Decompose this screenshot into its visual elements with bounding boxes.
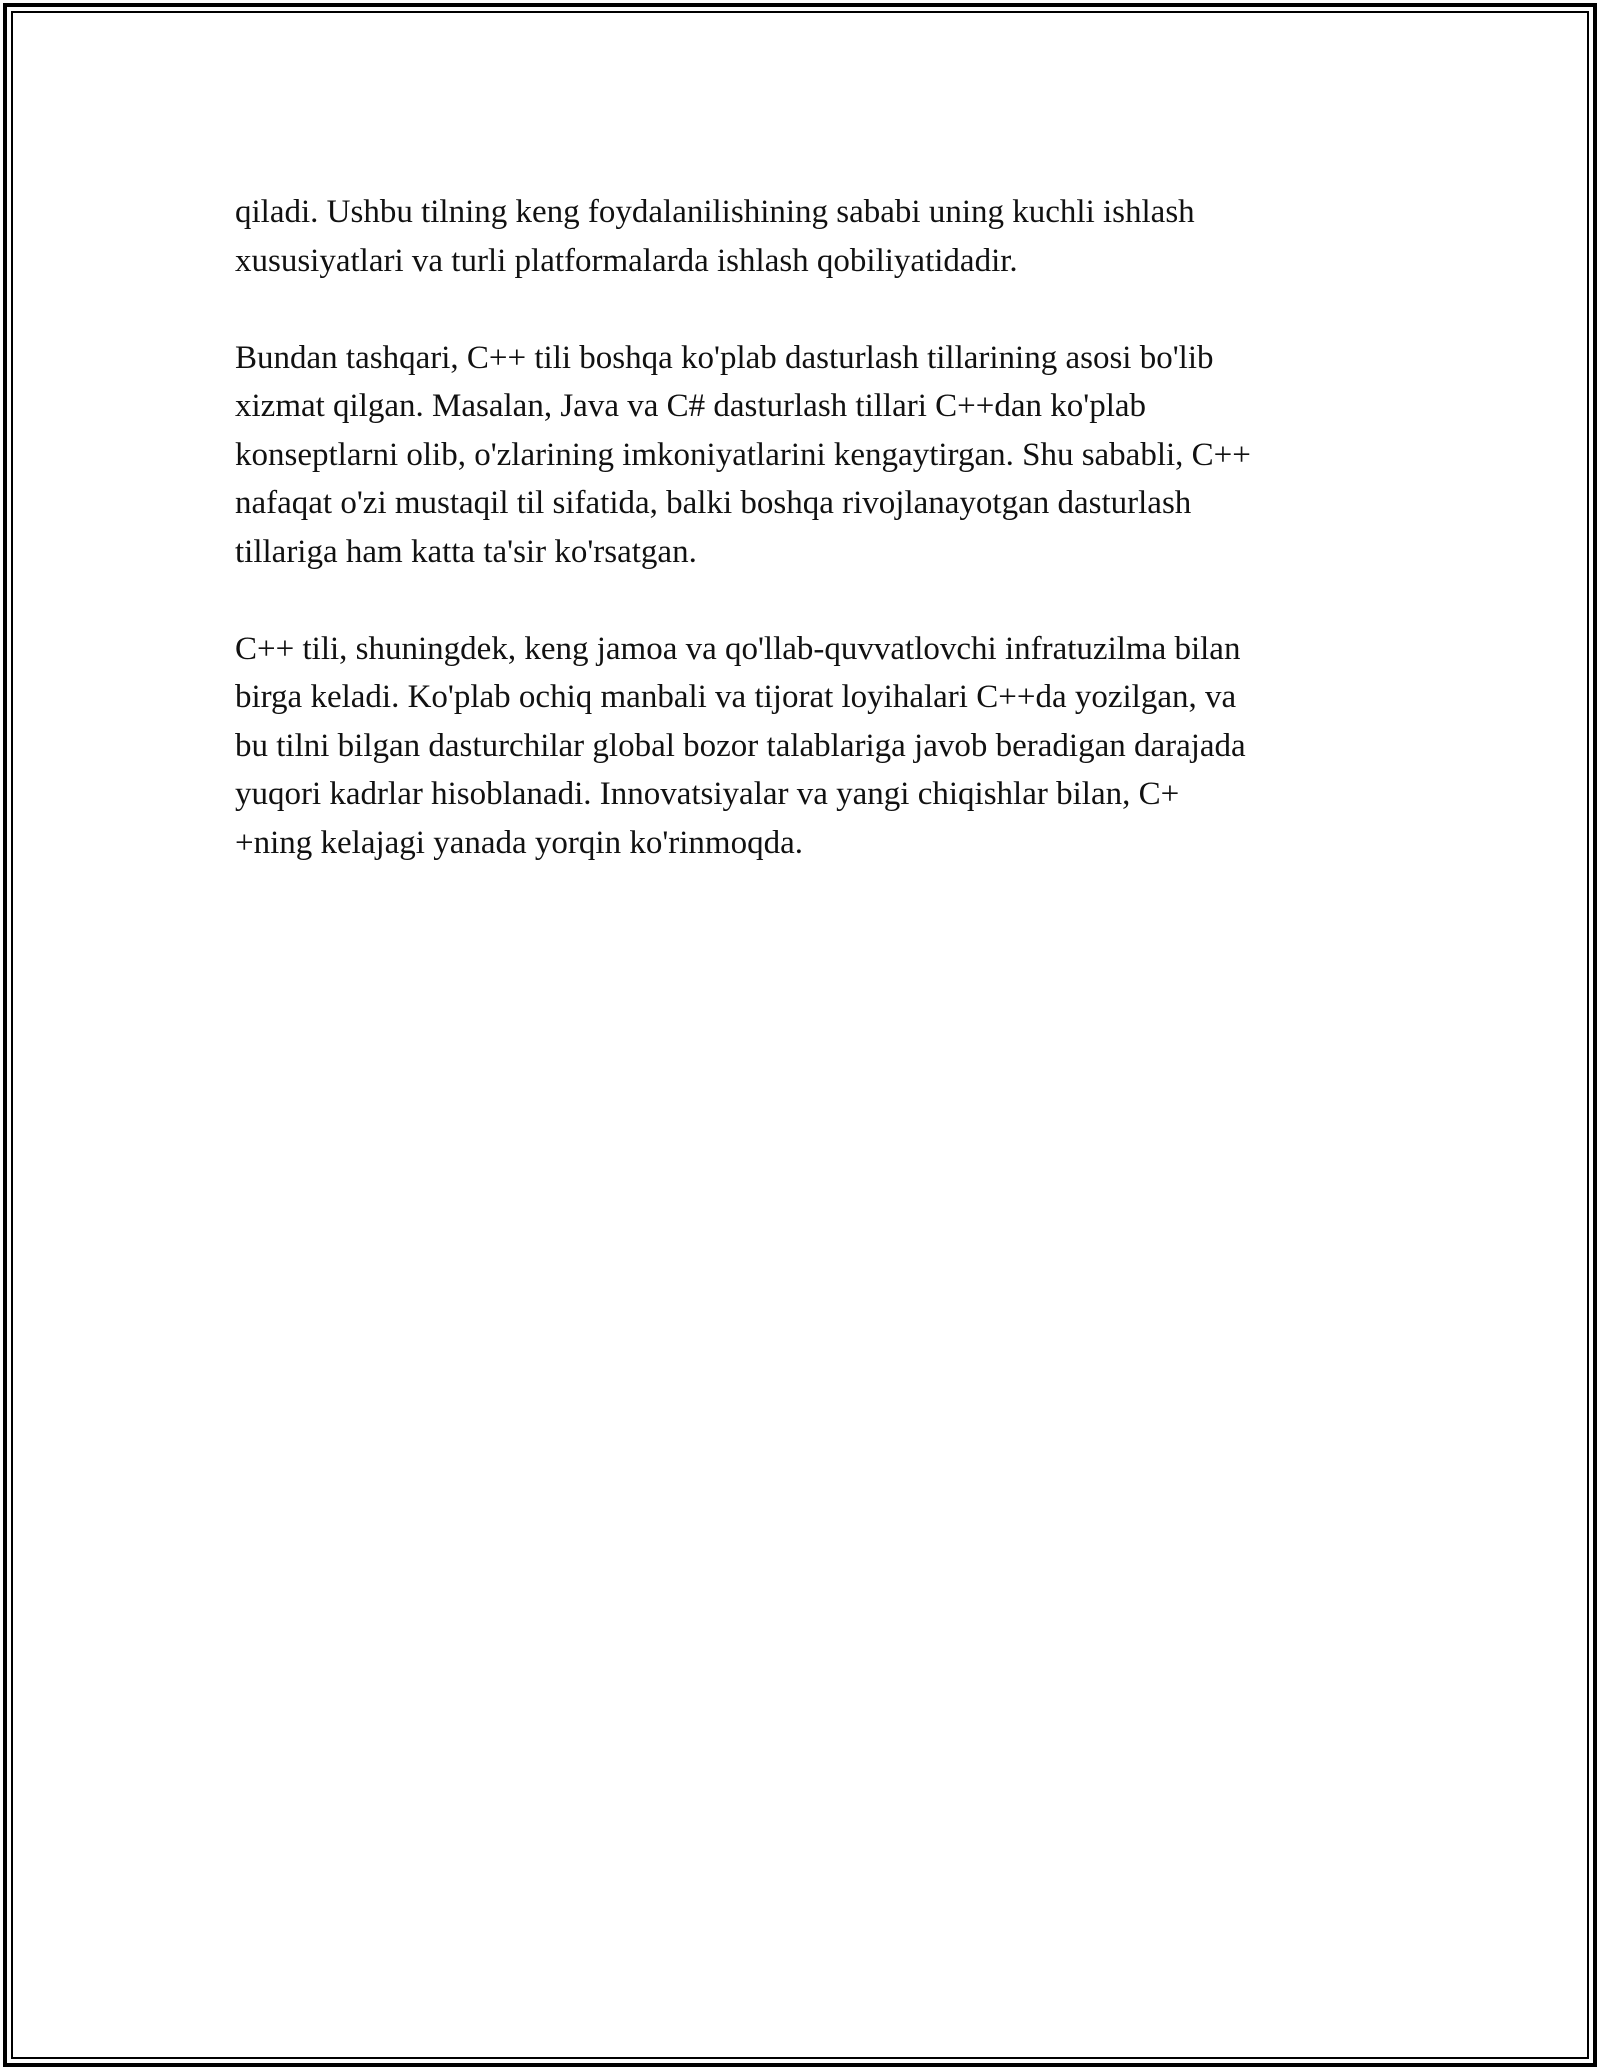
paragraph-2: Bundan tashqari, C++ tili boshqa ko'plab dasturlash tillarining asosi bo'lib xizmat qilgan. Masalan, Java va C# dasturlash tillari C++dan ko'plab konseptlarni olib, o'zlarining imkoniyatlarini kengaytirgan. Shu sababli, C++ nafaqat o'zi mustaqil til sifatida, balki boshqa rivojlanayotgan dasturlash tillariga ham katta ta'sir ko'rsatgan. xyxy=(235,339,1251,570)
document-body xyxy=(235,188,1375,916)
paragraph-3: C++ tili, shuningdek, keng jamoa va qo'llab-quvvatlovchi infratuzilma bilan birga keladi. Ko'plab ochiq manbali va tijorat loyihalari C++da yozilgan, va bu tilni bilgan dasturchilar global bozor talablariga javob beradigan darajada yuqori kadrlar hisoblanadi. Innovatsiyalar va yangi chiqishlar bilan, C+ +ning kelajagi yanada yorqin ko'rinmoqda. xyxy=(235,630,1246,861)
paragraph-1: qiladi. Ushbu tilning keng foydalanilishining sababi uning kuchli ishlash xususiyatlari va turli platformalarda ishlash qobiliyatidadir. xyxy=(235,194,1195,279)
